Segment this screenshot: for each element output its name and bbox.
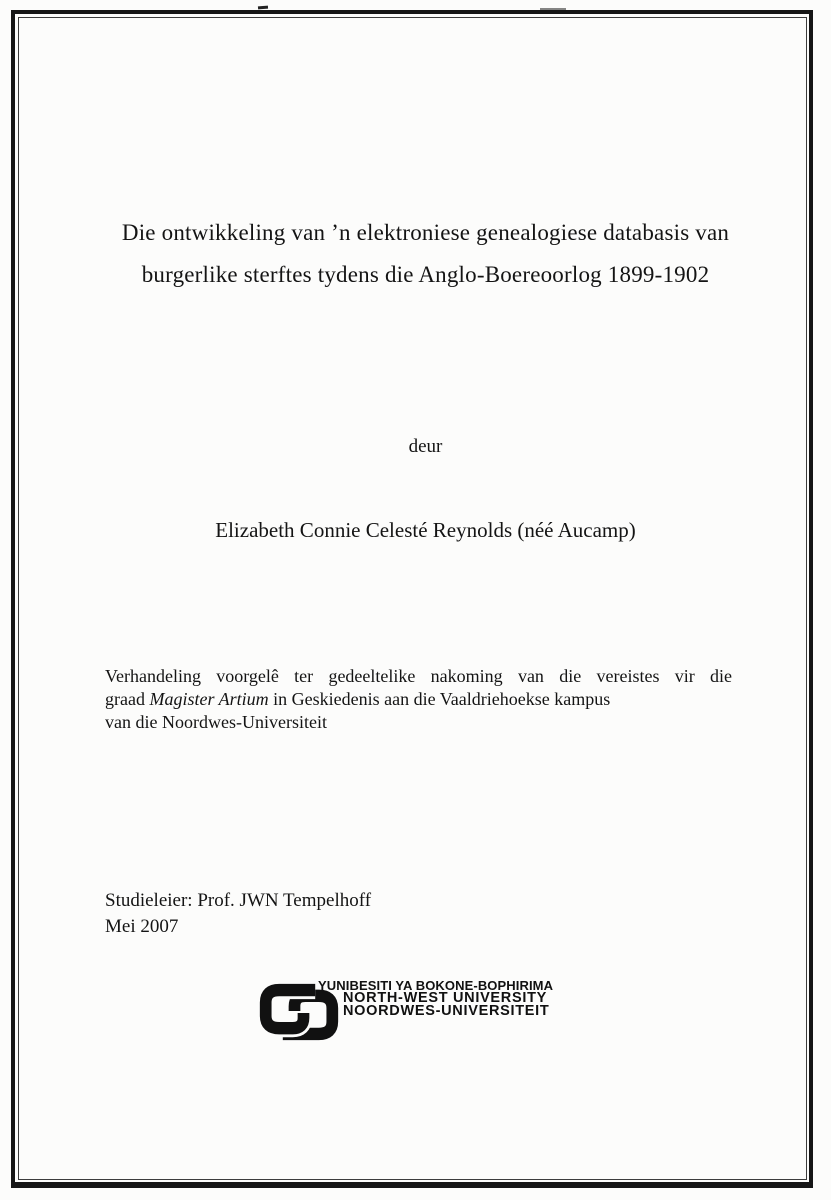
supervisor-line: Studieleier: Prof. JWN Tempelhoff bbox=[105, 890, 372, 911]
statement-line2 bbox=[105, 688, 732, 711]
statement-line3: van die Noordwes-Universiteit bbox=[105, 712, 327, 732]
university-name-setswana: YUNIBESITI YA BOKONE-BOPHIRIMA bbox=[318, 978, 554, 993]
university-name-afrikaans: NOORDWES-UNIVERSITEIT bbox=[343, 1003, 550, 1019]
author-name: Elizabeth Connie Celesté Reynolds (néé Aucamp) bbox=[215, 518, 636, 542]
scan-artifact bbox=[700, 11, 760, 13]
statement-line1: Verhandeling voorgelê ter gedeeltelike nakoming van die vereistes vir die bbox=[105, 666, 732, 686]
university-name-english: NORTH-WEST UNIVERSITY bbox=[343, 990, 548, 1006]
byline-label: deur bbox=[408, 436, 443, 457]
thesis-title-line2: burgerlike sterftes tydens die Anglo-Boereoorlog 1899-1902 bbox=[141, 262, 710, 287]
degree-name: Magister Artium bbox=[149, 689, 269, 709]
submission-statement bbox=[105, 665, 732, 734]
supervisor-block bbox=[105, 888, 371, 940]
date-line: Mei 2007 bbox=[105, 916, 179, 937]
statement-line2-post: in Geskiedenis aan die Vaaldriehoekse kampus bbox=[268, 689, 611, 709]
thesis-title bbox=[70, 212, 781, 296]
scan-artifact bbox=[258, 6, 268, 10]
statement-line2-pre: graad bbox=[105, 689, 150, 709]
university-wordmark bbox=[318, 979, 553, 1018]
scan-artifact bbox=[540, 8, 566, 10]
thesis-title-line1: Die ontwikkeling van ’n elektroniese genealogiese databasis van bbox=[121, 220, 730, 245]
